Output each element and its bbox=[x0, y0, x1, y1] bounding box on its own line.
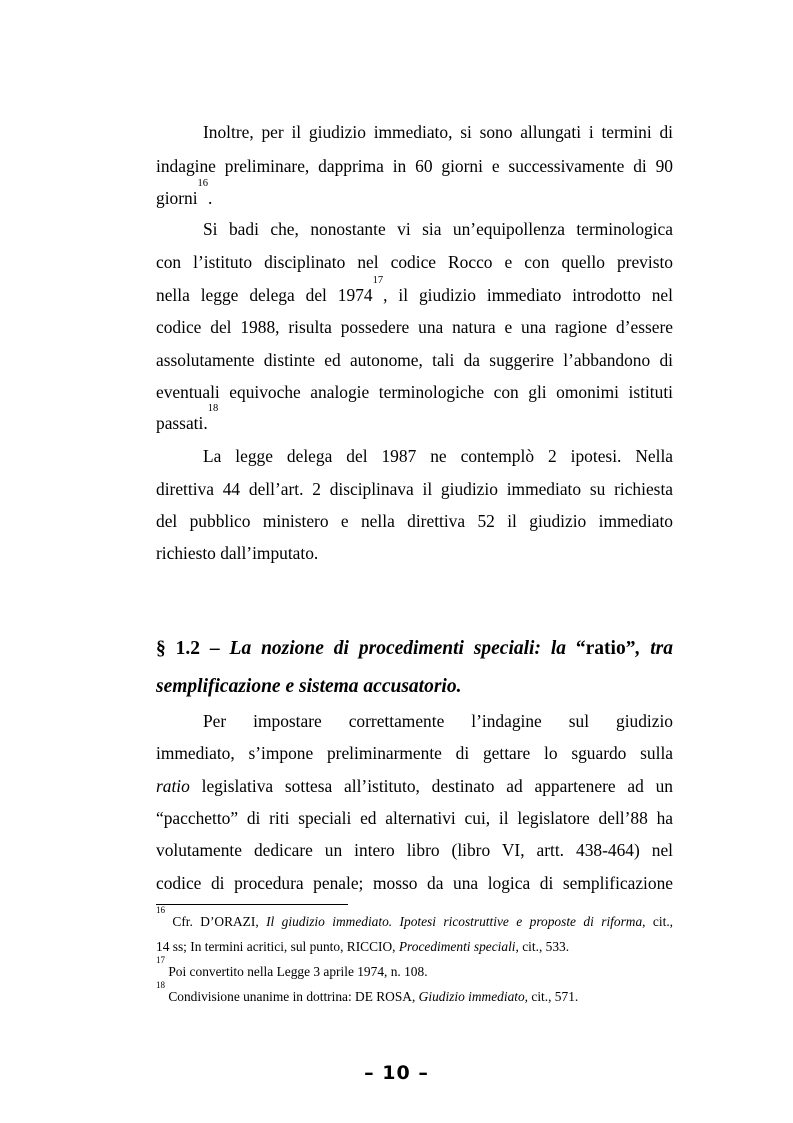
paragraph-3-line-4: richiesto dall’imputato. bbox=[156, 543, 319, 563]
text-run: . bbox=[208, 188, 213, 208]
text-run: , il giudizio immediato introdotto nel bbox=[383, 285, 673, 305]
paragraph-4-line-3 bbox=[156, 776, 673, 796]
paragraph-2-line-5: assolutamente distinte ed autonome, tali da suggerire l’abbandono di bbox=[156, 350, 673, 370]
footnote-ref-16: 16 bbox=[197, 178, 209, 189]
text-run: cit., 571. bbox=[528, 989, 579, 1004]
text-run: La nozione di procedimenti speciali: la bbox=[229, 638, 576, 659]
footnote-number: 18 bbox=[156, 980, 165, 990]
text-run: , tra bbox=[635, 638, 673, 659]
footnote-number: 16 bbox=[156, 905, 165, 915]
text-run: , cit., 533. bbox=[515, 939, 570, 954]
paragraph-4-line-6: codice di procedura penale; mosso da una logica di semplificazione bbox=[156, 873, 673, 893]
paragraph-3-line-1: La legge delega del 1987 ne contemplò 2 ipotesi. Nella bbox=[203, 446, 673, 466]
footnote-number: 17 bbox=[156, 955, 165, 965]
footnote-17 bbox=[156, 955, 673, 980]
footnote-16-line-2 bbox=[156, 938, 673, 955]
footnote-16-line-1 bbox=[156, 905, 674, 930]
text-run: Giudizio immediato, bbox=[418, 989, 529, 1004]
paragraph-3-line-2: direttiva 44 dell’art. 2 disciplinava il giudizio immediato su richiesta bbox=[156, 479, 673, 499]
paragraph-4-line-1: Per impostare correttamente l’indagine sul giudizio bbox=[203, 711, 673, 731]
text-run: , cit., bbox=[642, 914, 674, 929]
paragraph-3-line-3: del pubblico ministero e nella direttiva 52 il giudizio immediato bbox=[156, 511, 673, 531]
footnote-separator bbox=[156, 904, 348, 905]
paragraph-1-line-3 bbox=[156, 178, 673, 208]
section-heading-line-2: semplificazione e sistema accusatorio. bbox=[156, 676, 462, 697]
text-run: legislativa sottesa all’istituto, destinato ad appartenere ad un bbox=[189, 776, 673, 796]
paragraph-4-line-2: immediato, s’impone preliminarmente di gettare lo sguardo sulla bbox=[156, 743, 673, 763]
text-run: giorni bbox=[156, 188, 198, 208]
text-run: Condivisione unanime in dottrina: DE ROSA, bbox=[165, 989, 419, 1004]
text-run: “ratio” bbox=[575, 638, 636, 659]
text-run: Il giudizio immediato. Ipotesi ricostruttive e proposte di riforma bbox=[266, 914, 643, 929]
paragraph-4-line-5: volutamente dedicare un intero libro (libro VI, artt. 438-464) nel bbox=[156, 840, 673, 860]
text-run: 14 ss; In termini acritici, sul punto, RICCIO, bbox=[156, 939, 399, 954]
paragraph-2-line-2: con l’istituto disciplinato nel codice Rocco e con quello previsto bbox=[156, 252, 673, 272]
text-run: nella legge delega del 1974 bbox=[156, 285, 373, 305]
section-heading-line-1 bbox=[156, 637, 673, 661]
footnote-ref-17: 17 bbox=[372, 275, 384, 286]
paragraph-1-line-2: indagine preliminare, dapprima in 60 giorni e successivamente di 90 bbox=[156, 156, 673, 176]
page-number: – 10 – bbox=[364, 1062, 429, 1084]
paragraph-2-line-6: eventuali equivoche analogie terminologiche con gli omonimi istituti bbox=[156, 382, 673, 402]
text-run: Cfr. D’ORAZI, bbox=[165, 914, 267, 929]
text-run: Poi convertito nella Legge 3 aprile 1974, n. 108. bbox=[165, 964, 428, 979]
paragraph-2-line-4: codice del 1988, risulta possedere una natura e una ragione d’essere bbox=[156, 317, 673, 337]
footnote-18 bbox=[156, 980, 673, 1005]
text-run: ratio bbox=[156, 776, 190, 796]
footnote-ref-18: 18 bbox=[207, 403, 219, 414]
paragraph-4-line-4: “pacchetto” di riti speciali ed alternativi cui, il legislatore dell’88 ha bbox=[156, 808, 673, 828]
text-run: passati. bbox=[156, 413, 208, 433]
section-number: § 1.2 – bbox=[156, 638, 230, 659]
text-run: Procedimenti speciali bbox=[398, 939, 516, 954]
paragraph-2-line-3 bbox=[156, 275, 673, 305]
paragraph-2-line-7 bbox=[156, 403, 673, 433]
paragraph-1-line-1: Inoltre, per il giudizio immediato, si sono allungati i termini di bbox=[203, 122, 673, 142]
paragraph-2-line-1: Si badi che, nonostante vi sia un’equipollenza terminologica bbox=[203, 219, 673, 239]
